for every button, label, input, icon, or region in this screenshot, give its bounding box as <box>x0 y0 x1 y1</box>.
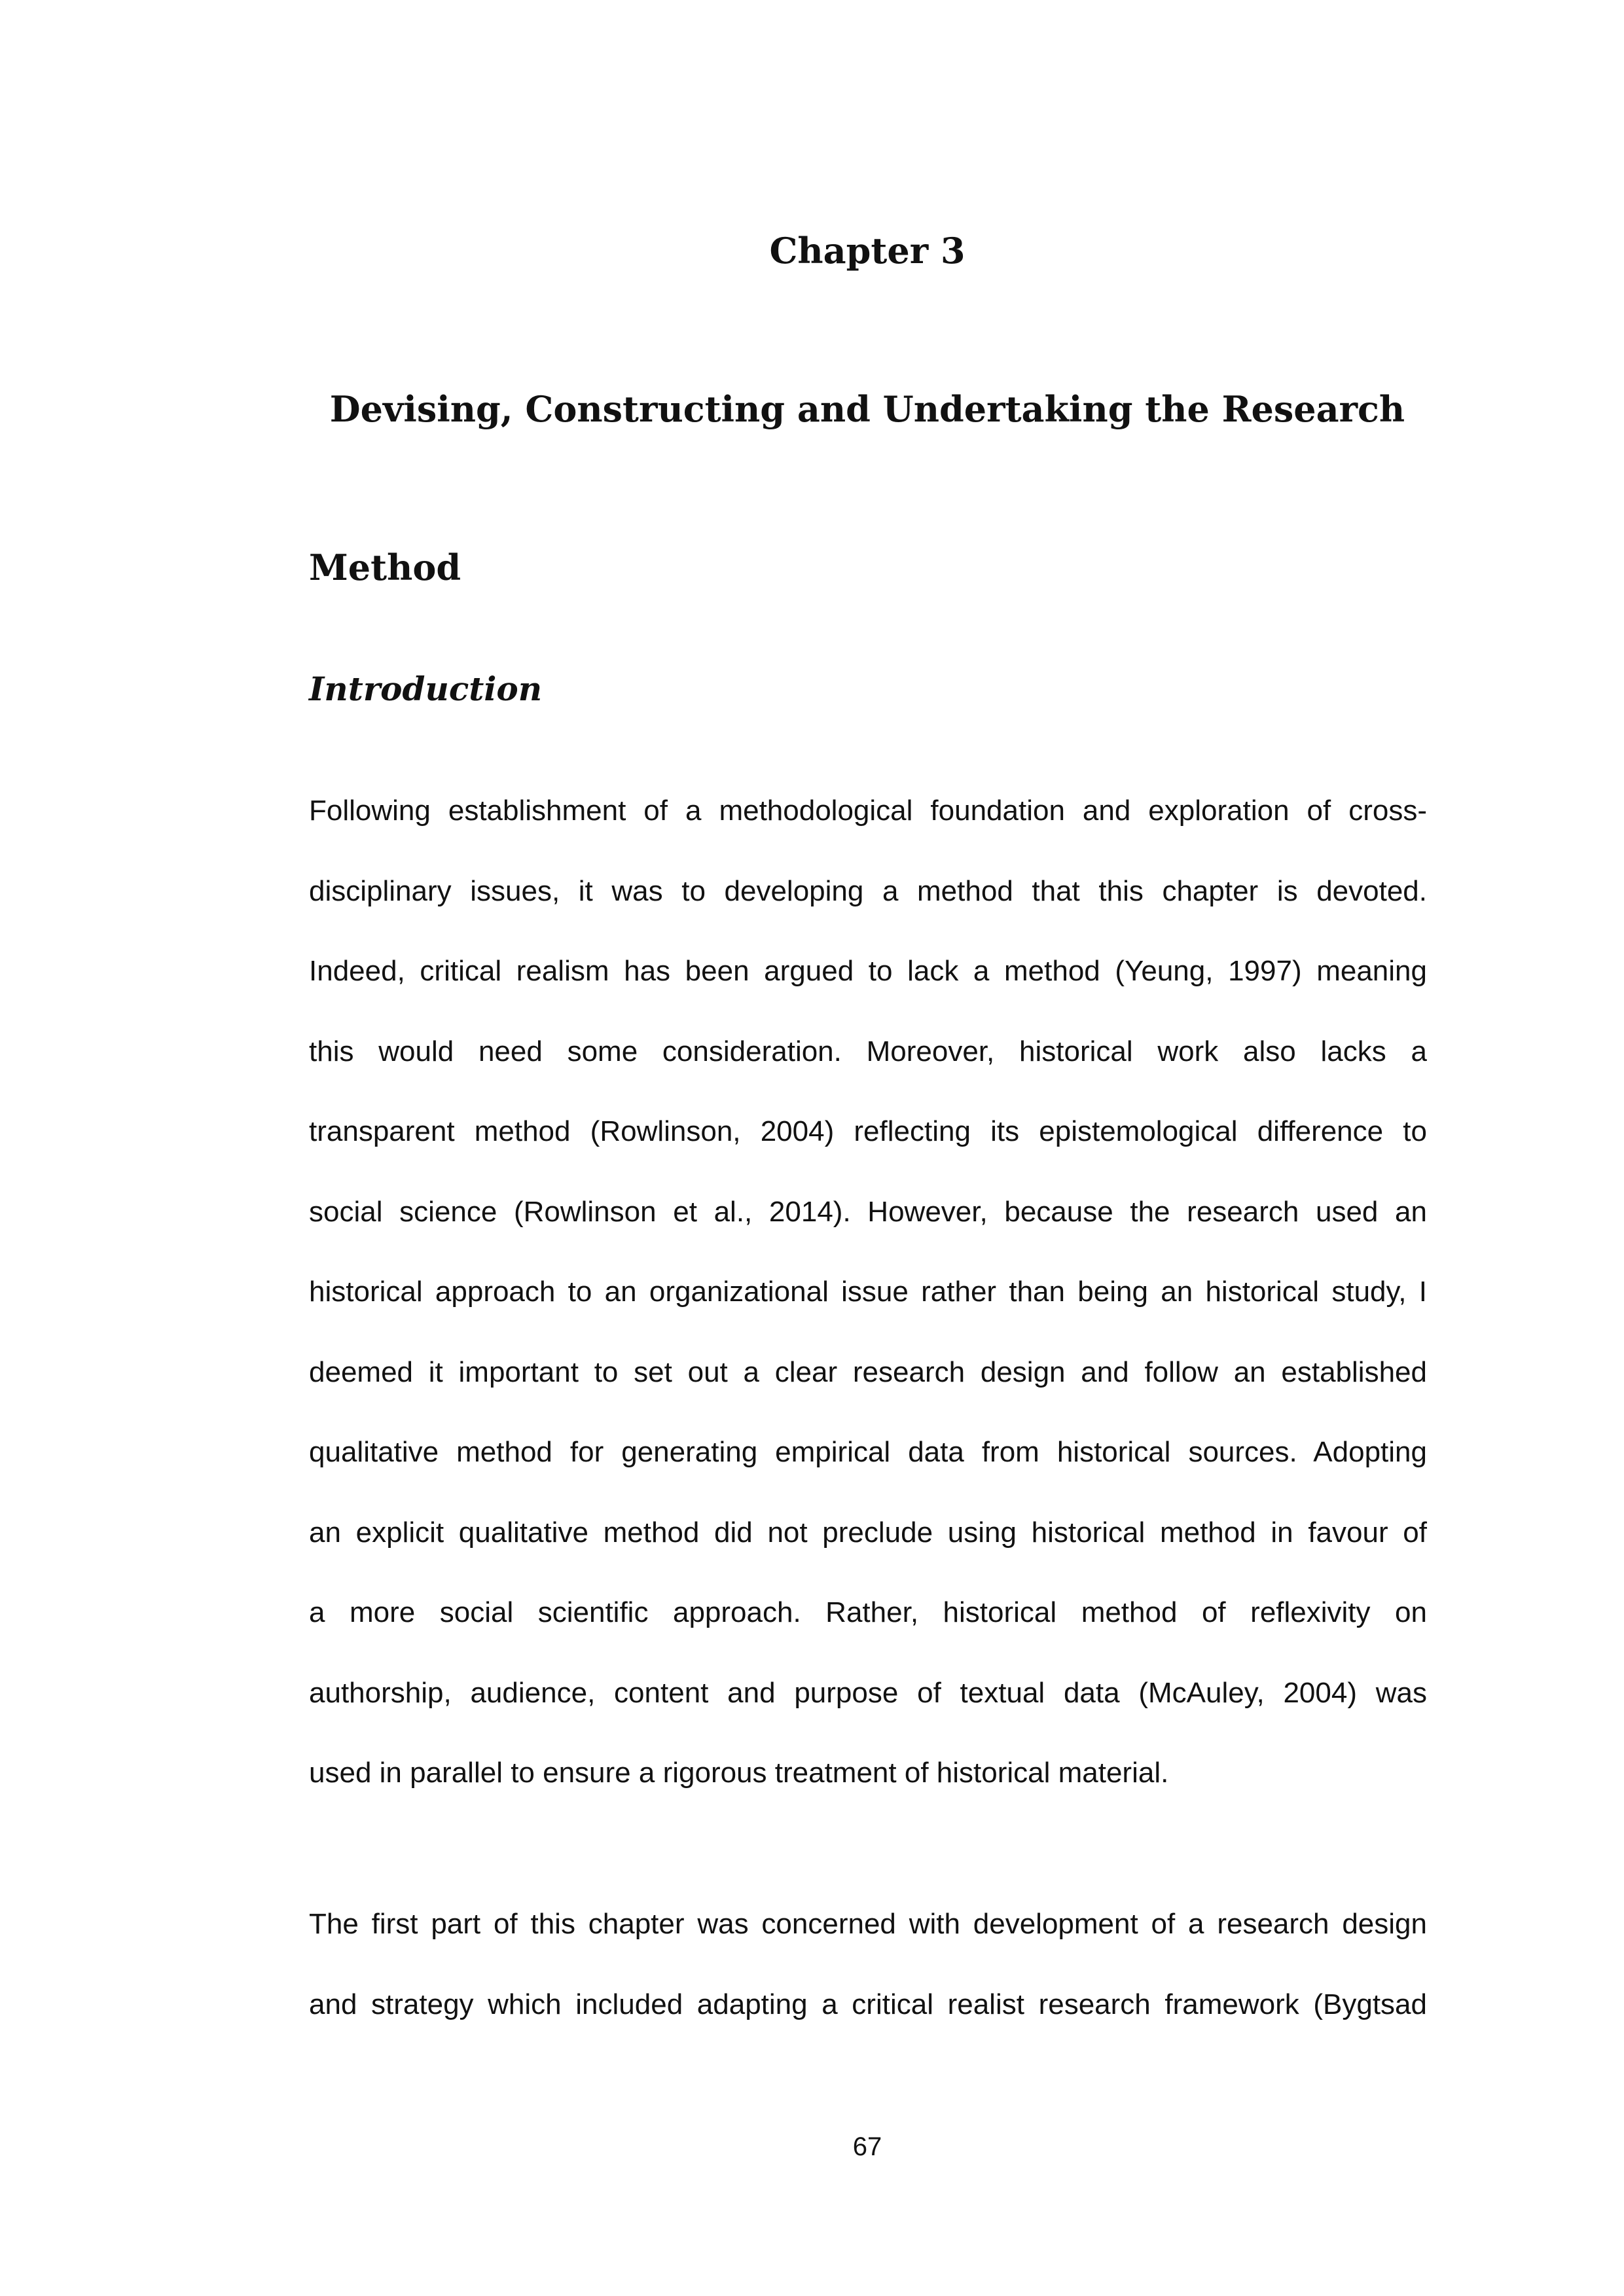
chapter-number: Chapter 3 <box>769 230 965 272</box>
body-paragraph <box>309 771 1427 1814</box>
chapter-title: Devising, Constructing and Undertaking the Research <box>329 388 1405 430</box>
paragraph-line: an explicit qualitative method did not preclude using historical method in favour of <box>309 1516 1427 1549</box>
paragraph-line: this would need some consideration. Moreover, historical work also lacks a <box>309 1035 1427 1067</box>
paragraph-line: Indeed, critical realism has been argued to lack a method (Yeung, 1997) meaning <box>309 955 1427 987</box>
paragraph-line: historical approach to an organizational issue rather than being an historical study, I <box>309 1276 1427 1308</box>
body-paragraph <box>309 1884 1427 2045</box>
paragraph-line: The first part of this chapter was concerned with development of a research design <box>309 1908 1427 1940</box>
page-number: 67 <box>852 2132 882 2161</box>
section-heading: Method <box>309 547 461 588</box>
paragraph-line: and strategy which included adapting a critical realist research framework (Bygtsad <box>309 1988 1427 2020</box>
paragraph-line: deemed it important to set out a clear research design and follow an established <box>309 1355 1427 1388</box>
paragraph-line: Following establishment of a methodological foundation and exploration of cross- <box>309 795 1427 827</box>
paragraph-line: disciplinary issues, it was to developing a method that this chapter is devoted. <box>309 874 1427 907</box>
paragraph-line: authorship, audience, content and purpose of textual data (McAuley, 2004) was <box>309 1676 1427 1709</box>
paragraph-line: a more social scientific approach. Rather, historical method of reflexivity on <box>309 1596 1427 1628</box>
paragraph-line: transparent method (Rowlinson, 2004) reflecting its epistemological difference to <box>309 1115 1427 1147</box>
paragraph-line: social science (Rowlinson et al., 2014). However, because the research used an <box>309 1195 1427 1228</box>
paragraph-line: qualitative method for generating empirical data from historical sources. Adopting <box>309 1436 1427 1468</box>
subsection-heading: Introduction <box>309 670 543 708</box>
paragraph-line: used in parallel to ensure a rigorous treatment of historical material. <box>309 1757 1169 1789</box>
